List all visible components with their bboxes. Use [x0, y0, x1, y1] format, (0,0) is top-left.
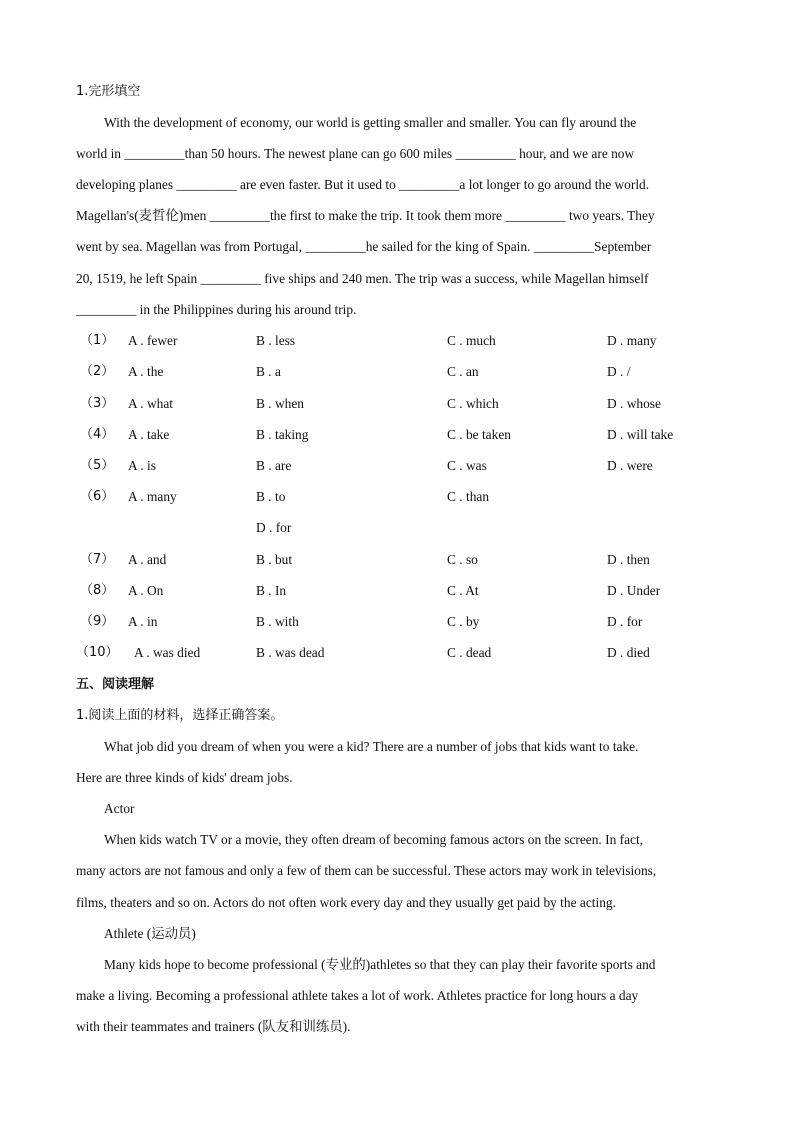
paragraph-line: many actors are not famous and only a few of them can be successful. These actors may work in televisions,	[76, 863, 657, 878]
option-a[interactable]: A . many	[128, 489, 177, 504]
option-b[interactable]: B . but	[256, 552, 293, 567]
passage-line: world in _________than 50 hours. The newest plane can go 600 miles _________ hour, and we are now	[76, 146, 635, 161]
reading-instruction: 1.阅读上面的材料，选择正确答案。	[76, 708, 284, 723]
option-b[interactable]: B . less	[256, 333, 296, 348]
passage-line: With the development of economy, our world is getting smaller and smaller. You can fly around the	[104, 115, 637, 130]
passage-line: went by sea. Magellan was from Portugal, _________he sailed for the king of Spain. _________September	[76, 239, 652, 254]
option-b[interactable]: B . was dead	[256, 645, 325, 660]
option-c[interactable]: C . much	[447, 333, 496, 348]
paragraph-line: films, theaters and so on. Actors do not often work every day and they usually get paid by the acting.	[76, 895, 616, 910]
option-d[interactable]: D . Under	[607, 583, 661, 598]
question-number: （4）	[80, 427, 115, 442]
option-a[interactable]: A . is	[128, 458, 156, 473]
option-c[interactable]: C . so	[447, 552, 478, 567]
option-d[interactable]: D . for	[607, 614, 643, 629]
question-number: （5）	[80, 458, 115, 473]
option-d[interactable]: D . died	[607, 645, 650, 660]
question-number: （8）	[80, 583, 115, 598]
paragraph-line: What job did you dream of when you were a kid? There are a number of jobs that kids want to take.	[104, 739, 639, 754]
option-a[interactable]: A . was died	[134, 645, 201, 660]
passage-line: _________ in the Philippines during his around trip.	[76, 302, 357, 317]
subheading-actor: Actor	[104, 801, 135, 816]
question-number: （10）	[76, 645, 119, 660]
option-b[interactable]: B . to	[256, 489, 286, 504]
question-number: （3）	[80, 396, 115, 411]
option-c[interactable]: C . than	[447, 489, 490, 504]
paragraph-line: When kids watch TV or a movie, they often dream of becoming famous actors on the screen. In fact,	[104, 832, 644, 847]
option-a[interactable]: A . fewer	[128, 333, 178, 348]
option-c[interactable]: C . an	[447, 364, 479, 379]
option-c[interactable]: C . At	[447, 583, 479, 598]
cloze-title: 1.完形填空	[76, 84, 141, 99]
option-b[interactable]: B . with	[256, 614, 299, 629]
option-c[interactable]: C . dead	[447, 645, 492, 660]
paragraph-line: Here are three kinds of kids' dream jobs.	[76, 770, 293, 785]
option-a[interactable]: A . in	[128, 614, 158, 629]
section-title: 五、阅读理解	[76, 677, 155, 692]
option-b[interactable]: B . are	[256, 458, 292, 473]
paragraph-line: make a living. Becoming a professional athlete takes a lot of work. Athletes practice for long hours a day	[76, 988, 639, 1003]
option-a[interactable]: A . and	[128, 552, 167, 567]
question-number: （9）	[80, 614, 115, 629]
option-c[interactable]: C . was	[447, 458, 487, 473]
option-d[interactable]: D . then	[607, 552, 650, 567]
question-number: （6）	[80, 489, 115, 504]
paragraph-line: Many kids hope to become professional (专业的)athletes so that they can play their favorite sports and	[104, 957, 656, 972]
passage-line: Magellan's(麦哲伦)men _________the first to make the trip. It took them more _________ two years. They	[76, 208, 655, 223]
paragraph-line: with their teammates and trainers (队友和训练员).	[76, 1019, 351, 1034]
question-number: （7）	[80, 552, 115, 567]
option-d[interactable]: D . were	[607, 458, 653, 473]
option-a[interactable]: A . what	[128, 396, 174, 411]
option-c[interactable]: C . which	[447, 396, 499, 411]
subheading-athlete: Athlete (运动员)	[104, 926, 196, 941]
option-a[interactable]: A . the	[128, 364, 164, 379]
option-a[interactable]: A . On	[128, 583, 164, 598]
option-a[interactable]: A . take	[128, 427, 170, 442]
passage-line: 20, 1519, he left Spain _________ five ships and 240 men. The trip was a success, while Magellan himself	[76, 271, 649, 286]
option-b[interactable]: B . taking	[256, 427, 309, 442]
option-b[interactable]: B . a	[256, 364, 281, 379]
option-b[interactable]: B . when	[256, 396, 304, 411]
option-d[interactable]: D . /	[607, 364, 631, 379]
option-d[interactable]: D . will take	[607, 427, 674, 442]
option-c[interactable]: C . by	[447, 614, 480, 629]
passage-line: developing planes _________ are even faster. But it used to _________a lot longer to go around the world.	[76, 177, 650, 192]
option-d[interactable]: D . many	[607, 333, 657, 348]
option-d[interactable]: D . whose	[607, 396, 661, 411]
question-number: （1）	[80, 333, 115, 348]
option-d[interactable]: D . for	[256, 520, 292, 535]
option-b[interactable]: B . In	[256, 583, 287, 598]
question-number: （2）	[80, 364, 115, 379]
option-c[interactable]: C . be taken	[447, 427, 511, 442]
